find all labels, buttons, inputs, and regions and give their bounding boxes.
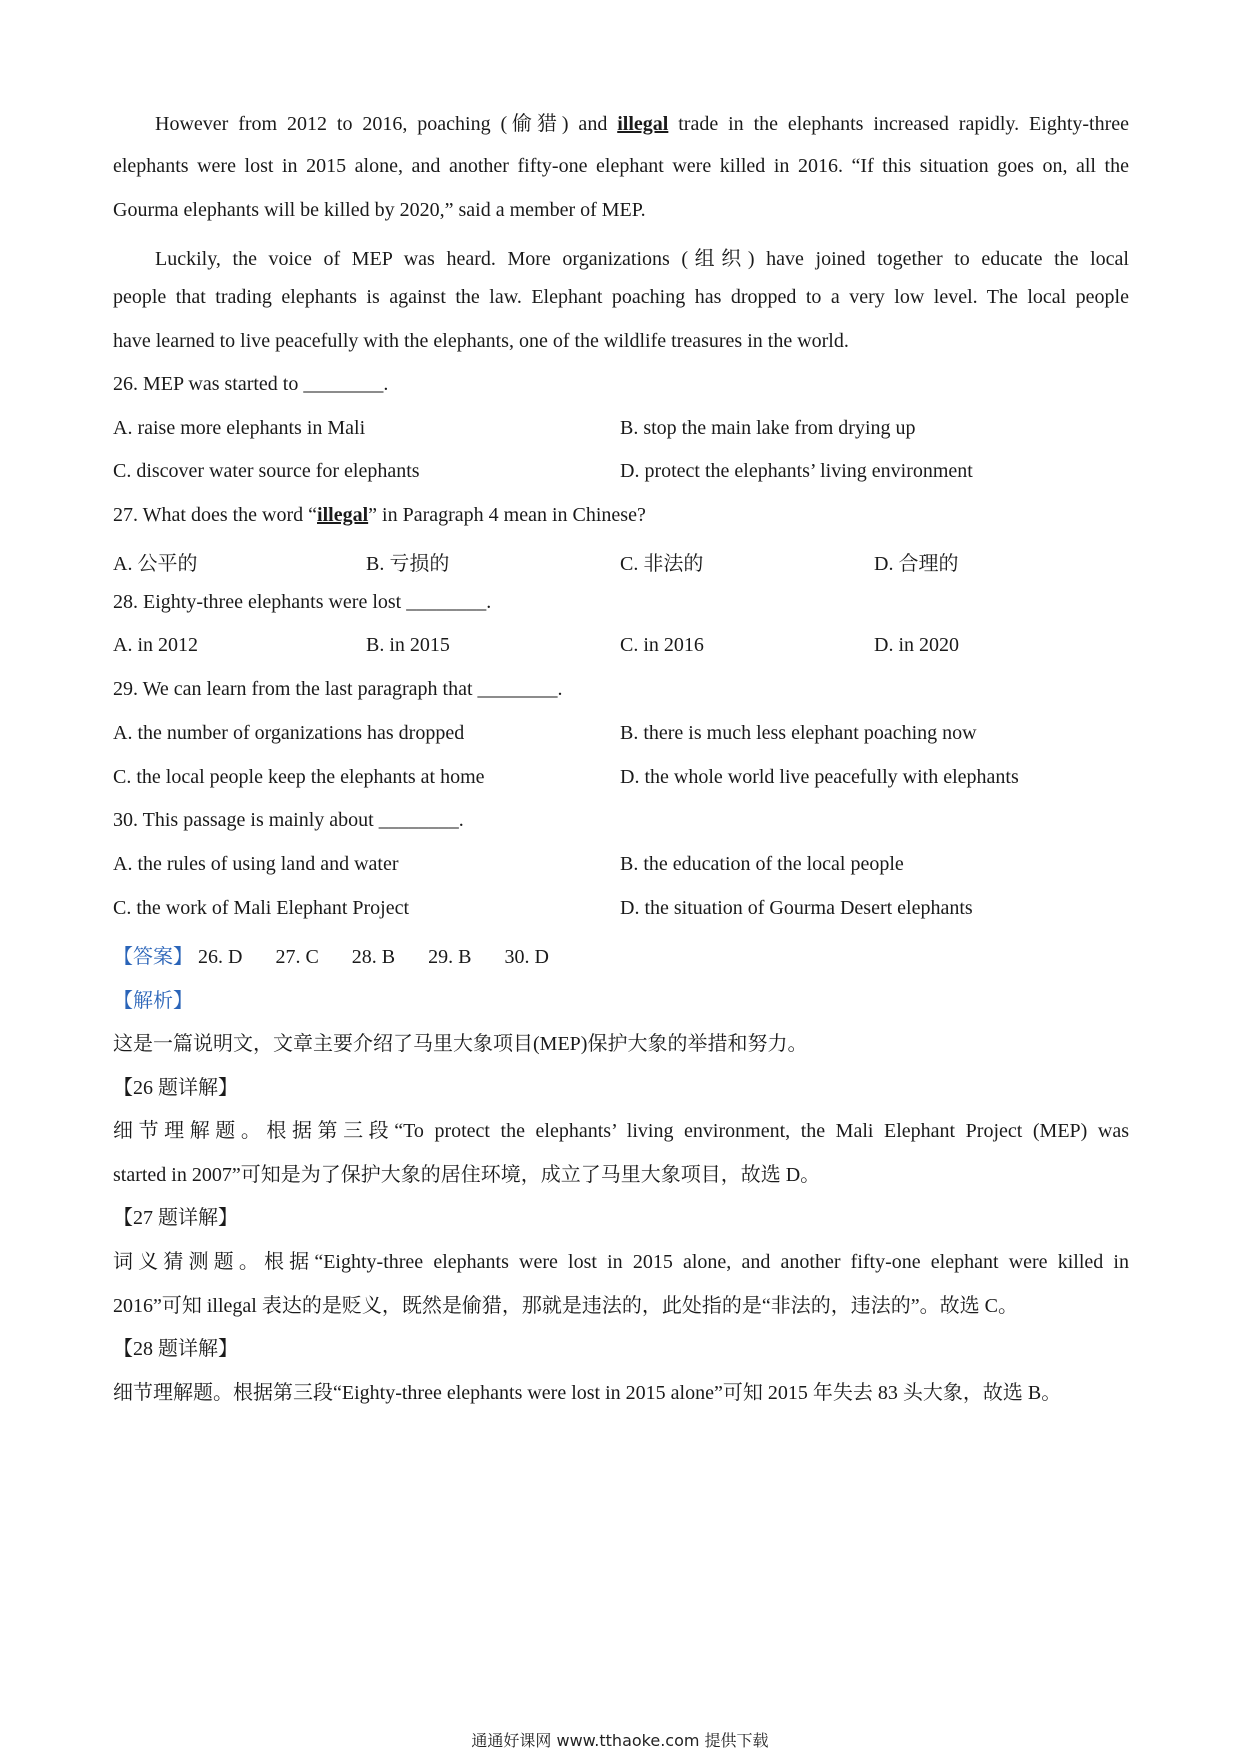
analysis-label: 【解析】 bbox=[113, 990, 193, 1012]
answer-item: 27. C bbox=[275, 946, 319, 968]
question-28-stem: 28. Eighty-three elephants were lost ________. bbox=[113, 591, 492, 613]
question-26-stem: 26. MEP was started to ________. bbox=[113, 373, 389, 395]
detail-28-line-1: 细节理解题。根据第三段“Eighty-three elephants were lost in 2015 alone”可知 2015 年失去 83 头大象，故选 B。 bbox=[113, 1382, 1062, 1404]
question-26-option-c: C. discover water source for elephants bbox=[113, 460, 420, 482]
question-30-option-b: B. the education of the local people bbox=[620, 853, 904, 875]
passage-paragraph-4-line-3: Gourma elephants will be killed by 2020,” said a member of MEP. bbox=[113, 199, 646, 221]
question-28-option-b: B. in 2015 bbox=[366, 634, 450, 656]
detail-27-line-2: 2016”可知 illegal 表达的是贬义，既然是偷猎，那就是违法的，此处指的是“非法的，违法的”。故选 C。 bbox=[113, 1295, 1018, 1317]
question-30-stem: 30. This passage is mainly about ________. bbox=[113, 809, 464, 831]
question-27-option-c: C. 非法的 bbox=[620, 553, 704, 575]
question-29-stem: 29. We can learn from the last paragraph that ________. bbox=[113, 678, 563, 700]
question-27-stem: 27. What does the word “illegal” in Paragraph 4 mean in Chinese? bbox=[113, 504, 646, 526]
question-27-option-a: A. 公平的 bbox=[113, 553, 198, 575]
question-28-option-a: A. in 2012 bbox=[113, 634, 198, 656]
question-26-option-a: A. raise more elephants in Mali bbox=[113, 417, 366, 439]
question-26-option-d: D. protect the elephants’ living environment bbox=[620, 460, 973, 482]
passage-paragraph-5-line-3: have learned to live peacefully with the elephants, one of the wildlife treasures in the world. bbox=[113, 330, 849, 352]
answer-item: 30. D bbox=[504, 946, 549, 968]
detail-26-line-2: started in 2007”可知是为了保护大象的居住环境，成立了马里大象项目，故选 D。 bbox=[113, 1164, 821, 1186]
detail-26-heading: 【26 题详解】 bbox=[113, 1077, 238, 1099]
question-29-option-a: A. the number of organizations has dropped bbox=[113, 722, 465, 744]
passage-paragraph-4-line-2: elephants were lost in 2015 alone, and another fifty-one elephant were killed in 2016. “If this situation goes on, all the bbox=[113, 155, 1129, 177]
question-27-option-b: B. 亏损的 bbox=[366, 553, 450, 575]
detail-27-line-1: 词义猜测题。根据“Eighty-three elephants were lost in 2015 alone, and another fifty-one elephant were killed in bbox=[113, 1251, 1129, 1273]
question-29-option-b: B. there is much less elephant poaching now bbox=[620, 722, 977, 744]
question-29-option-c: C. the local people keep the elephants at home bbox=[113, 766, 485, 788]
answer-key bbox=[113, 940, 1129, 969]
question-30-option-a: A. the rules of using land and water bbox=[113, 853, 399, 875]
page-footer: 通通好课网 www.tthaoke.com 提供下载 bbox=[471, 1731, 769, 1750]
question-30-option-c: C. the work of Mali Elephant Project bbox=[113, 897, 410, 919]
answer-item: 26. D bbox=[198, 946, 243, 968]
passage-paragraph-4-line-1: However from 2012 to 2016, poaching (偷猎) and illegal trade in the elephants increased rapidly. Eighty-three bbox=[155, 113, 1130, 135]
answer-item: 28. B bbox=[351, 946, 396, 968]
question-27-option-d: D. 合理的 bbox=[874, 553, 959, 575]
illegal-word: illegal bbox=[317, 504, 369, 526]
passage-paragraph-5-line-1: Luckily, the voice of MEP was heard. More organizations (组织) have joined together to educate the local bbox=[155, 248, 1129, 270]
detail-27-heading: 【27 题详解】 bbox=[113, 1207, 238, 1229]
illegal-word: illegal bbox=[617, 113, 669, 135]
analysis-intro: 这是一篇说明文，文章主要介绍了马里大象项目(MEP)保护大象的举措和努力。 bbox=[113, 1033, 808, 1055]
detail-28-heading: 【28 题详解】 bbox=[113, 1338, 238, 1360]
question-28-option-d: D. in 2020 bbox=[874, 634, 959, 656]
question-26-option-b: B. stop the main lake from drying up bbox=[620, 417, 916, 439]
answer-label: 【答案】 bbox=[113, 946, 193, 968]
question-28-option-c: C. in 2016 bbox=[620, 634, 704, 656]
passage-paragraph-5-line-2: people that trading elephants is against the law. Elephant poaching has dropped to a very low level. The local people bbox=[113, 286, 1129, 308]
question-30-option-d: D. the situation of Gourma Desert elephants bbox=[620, 897, 973, 919]
answer-item: 29. B bbox=[428, 946, 472, 968]
question-29-option-d: D. the whole world live peacefully with elephants bbox=[620, 766, 1019, 788]
detail-26-line-1: 细节理解题。根据第三段“To protect the elephants’ living environment, the Mali Elephant Project (MEP) was bbox=[113, 1120, 1129, 1142]
